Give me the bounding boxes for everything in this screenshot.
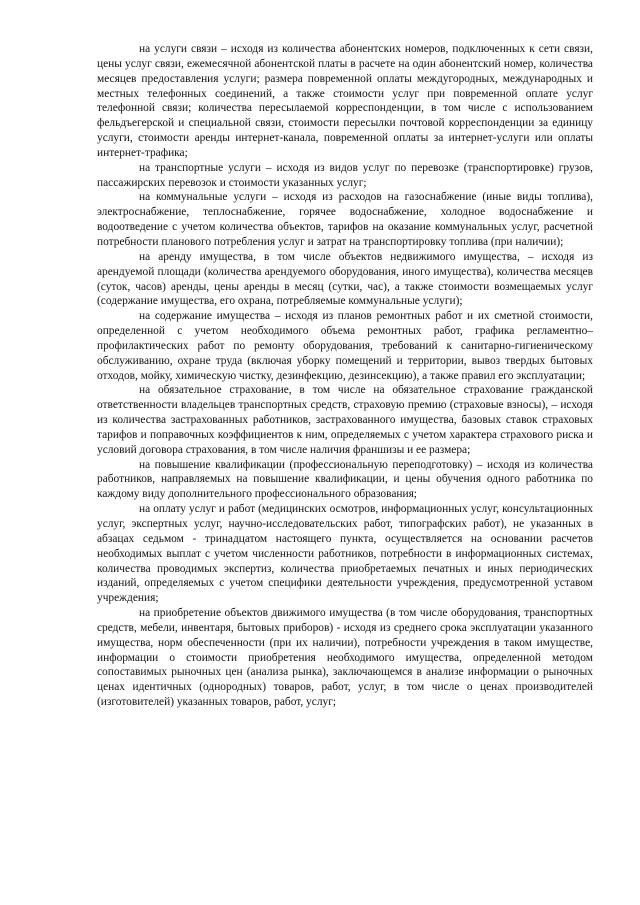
paragraph-utility-services: на коммунальные услуги – исходя из расходов на газоснабжение (иные виды топлива), электроснабжение, теплоснабжение, горячее водоснабжение, холодное водоснабжение и водоотведение с учетом количества объектов, тарифов на оказание коммунальных услуг, расчетной потребности планового потребления услуг и затрат на транспортировку топлива (при наличии); <box>97 191 593 248</box>
paragraph-mandatory-insurance: на обязательное страхование, в том числе на обязательное страхование гражданской ответственности владельцев транспортных средств, страховую премию (страховые взносы), – исходя из количества застрахованных работников, застрахованного имущества, базовых ставок страховых тарифов и поправочных коэффициентов к ним, определяемых с учетом характера страхового риска и условий договора страхования, в том числе наличия франшизы и ее размера; <box>97 384 593 456</box>
paragraph-property-rent: на аренду имущества, в том числе объектов недвижимого имущества, – исходя из арендуемой площади (количества арендуемого оборудования, иного имущества), количества месяцев (суток, часов) аренды, цены аренды в месяц (сутки, час), а также стоимости возмещаемых услуг (содержание имущества, его охрана, потребляемые коммунальные услуги); <box>97 250 593 308</box>
paragraph-property-maintenance: на содержание имущества – исходя из планов ремонтных работ и их сметной стоимости, определенной с учетом необходимого объема ремонтных работ, графика регламентно–профилактических работ по ремонту оборудования, требований к санитарно-гигиеническому обслуживанию, охране труда (включая уборку помещений и территории, вывоз твердых бытовых отходов, мойку, химическую чистку, дезинфекцию, дезинсекцию), а также правил его эксплуатации; <box>97 310 593 382</box>
paragraph-transport-services: на транспортные услуги – исходя из видов услуг по перевозке (транспортировке) грузов, пассажирских перевозок и стоимости указанных услуг; <box>97 161 593 189</box>
paragraph-movable-property: на приобретение объектов движимого имущества (в том числе оборудования, транспортных средств, мебели, инвентаря, бытовых приборов) - исходя из среднего срока эксплуатации указанного имущества, норм обеспеченности (при их наличии), потребности учреждения в таком имуществе, информации о стоимости приобретения необходимого имущества, определенной методом сопоставимых рыночных цен (анализа рынка), заключающемся в анализе информации о рыночных ценах идентичных (однородных) товаров, работ, услуг, в том числе о ценах производителей (изготовителей) указанных товаров, работ, услуг; <box>97 607 593 709</box>
paragraph-professional-training: на повышение квалификации (профессиональную переподготовку) – исходя из количества работников, направляемых на повышение квалификации, и цены обучения одного работника по каждому виду дополнительного профессионального образования; <box>97 458 593 501</box>
document-body <box>97 42 593 710</box>
paragraph-communication-services: на услуги связи – исходя из количества абонентских номеров, подключенных к сети связи, цены услуг связи, ежемесячной абонентской платы в расчете на один абонентский номер, количества месяцев предоставления услуги; размера повременной оплаты междугородных, международных и местных телефонных соединений, а также стоимости услуг при повременной оплате услуг телефонной связи; количества пересылаемой корреспонденции, в том числе с использованием фельдъегерской и специальной связи, стоимости пересылки почтовой корреспонденции за единицу услуги, стоимости аренды интернет-канала, повременной оплаты за интернет-услуги или оплаты интернет-трафика; <box>97 43 593 159</box>
paragraph-services-and-works: на оплату услуг и работ (медицинских осмотров, информационных услуг, консультационных услуг, экспертных услуг, научно-исследовательских работ, типографских работ), не указанных в абзацах седьмом - тринадцатом настоящего пункта, осуществляется на основании расчетов необходимых выплат с учетом численности работников, потребности в информационных системах, количества проводимых экспертиз, количества приобретаемых печатных и иных периодических изданий, определяемых с учетом специфики деятельности учреждения, предусмотренной уставом учреждения; <box>97 503 593 605</box>
